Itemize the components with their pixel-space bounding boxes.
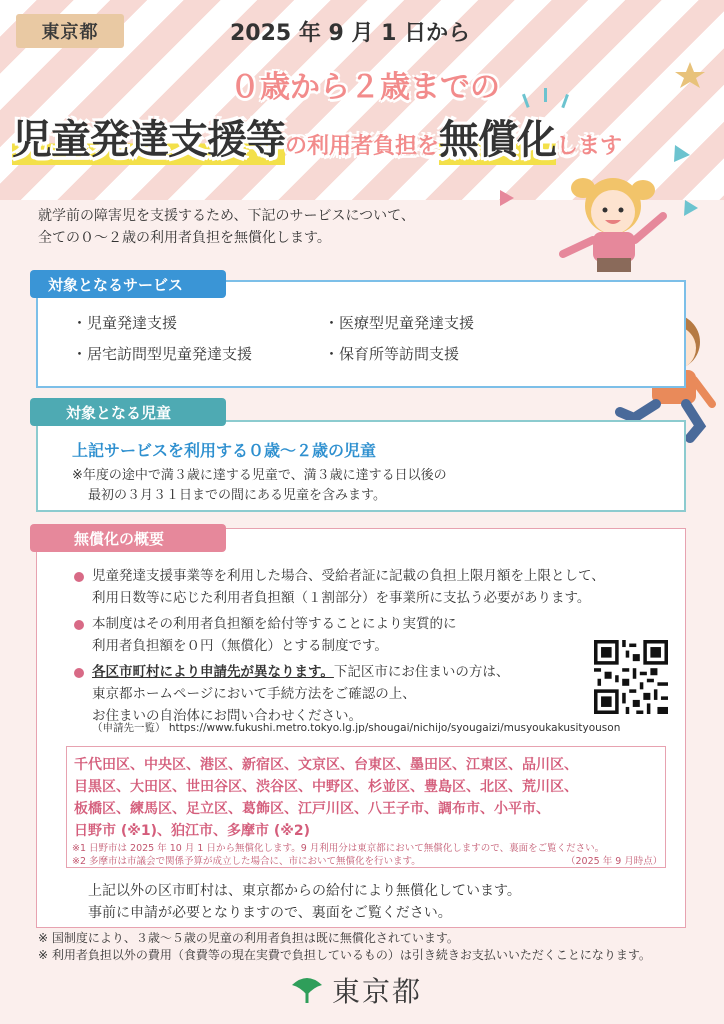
overview-b3-line2: 東京都ホームページにおいて手続方法をご確認の上、 xyxy=(92,686,416,702)
ward-note-date: （2025 年 9 月時点） xyxy=(566,856,663,867)
children-note xyxy=(72,466,447,506)
overview-b2-line2: 利用者負担額を０円（無償化）とする制度です。 xyxy=(92,638,388,654)
qr-code-icon[interactable] xyxy=(594,640,668,714)
overview-heading: 無償化の概要 xyxy=(30,524,226,552)
headline-end: します xyxy=(556,134,623,159)
children-note-line-2: 最初の３月３１日までの間にある児童を含みます。 xyxy=(88,488,386,503)
ward-line-2: 目黒区、大田区、世田谷区、渋谷区、中野区、杉並区、豊島区、北区、荒川区、 xyxy=(74,779,578,795)
overview-b3-rest: 下記区市にお住まいの方は、 xyxy=(333,664,510,680)
overview-b2-line1: 本制度はその利用者負担額を給付等することにより実質的に xyxy=(92,616,457,632)
bullet-dot xyxy=(74,668,84,678)
logo-text: 東京都 xyxy=(332,975,423,1008)
headline-mid: の利用者負担を xyxy=(285,134,440,159)
apply-url-link[interactable]: https://www.fukushi.metro.tokyo.lg.jp/shougai/nichijo/syougaizi/musyoukakusityouson xyxy=(168,722,621,734)
ward-line-1: 千代田区、中央区、港区、新宿区、文京区、台東区、墨田区、江東区、品川区、 xyxy=(74,757,578,773)
intro-line-2: 全ての０～２歳の利用者負担を無償化します。 xyxy=(38,230,331,246)
service-item: ・児童発達支援 xyxy=(72,314,178,332)
other-municipalities-text xyxy=(88,880,521,924)
children-note-line-1: ※年度の途中で満３歳に達する児童で、満３歳に達する日以後の xyxy=(72,468,447,483)
ward-note-1: ※1 日野市は 2025 年 10 月 1 日から無償化します。9 月利用分は東京都において無償化しますので、裏面をご覧ください。 xyxy=(72,843,605,854)
services-heading: 対象となるサービス xyxy=(30,270,226,298)
apply-url-line xyxy=(92,720,620,735)
headline-free: 無償化 xyxy=(439,108,556,165)
tokyo-badge: 東京都 xyxy=(16,14,124,48)
tokyo-logo xyxy=(290,970,430,1010)
footnote-1: ※ 国制度により、３歳～５歳の児童の利用者負担は既に無償化されています。 xyxy=(38,931,459,945)
intro-line-1: 就学前の障害児を支援するため、下記のサービスについて、 xyxy=(38,208,415,224)
footnote-2: ※ 利用者負担以外の費用（食費等の現在実費で負担しているもの）は引き続きお支払いいただくことになります。 xyxy=(38,948,651,962)
overview-b1-line1: 児童発達支援事業等を利用した場合、受給者証に記載の負担上限月額を上限として、 xyxy=(92,568,605,584)
ward-line-4: 日野市 (※1)、狛江市、多摩市 (※2) xyxy=(74,823,311,839)
girl-illustration xyxy=(555,168,675,278)
other-line-2: 事前に申請が必要となりますので、裏面をご覧ください。 xyxy=(88,905,452,921)
ward-note-2: ※2 多摩市は市議会で関係予算が成立した場合に、市において無償化を行います。 xyxy=(72,856,421,867)
start-date: 2025 年 9 月 1 日から xyxy=(230,21,471,46)
overview-b3-underline: 各区市町村により申請先が異なります。 xyxy=(92,664,334,680)
overview-b1-line2: 利用日数等に応じた利用者負担額（１割部分）を事業所に支払う必要があります。 xyxy=(92,590,591,606)
intro-text xyxy=(38,205,415,249)
bullet-dot xyxy=(74,620,84,630)
service-item: ・居宅訪問型児童発達支援 xyxy=(72,345,253,363)
ginkgo-leaf-icon xyxy=(290,973,324,1007)
ward-line-3: 板橋区、練馬区、足立区、葛飾区、江戸川区、八王子市、調布市、小平市、 xyxy=(74,801,550,817)
age-subtitle: ０歳から２歳までの xyxy=(230,70,500,105)
children-heading: 対象となる児童 xyxy=(30,398,226,426)
service-item: ・医療型児童発達支援 xyxy=(324,314,475,332)
overview-b3-line1 xyxy=(92,662,509,683)
bullet-dot xyxy=(74,572,84,582)
url-label: （申請先一覧） xyxy=(92,722,166,734)
overview-b3-line3: お住まいの自治体にお問い合わせください。 xyxy=(92,708,362,724)
service-item: ・保育所等訪問支援 xyxy=(324,345,460,363)
headline-services: 児童発達支援等 xyxy=(12,108,285,165)
children-main: 上記サービスを利用する０歳～２歳の児童 xyxy=(72,441,377,460)
other-line-1: 上記以外の区市町村は、東京都からの給付により無償化しています。 xyxy=(88,883,521,899)
